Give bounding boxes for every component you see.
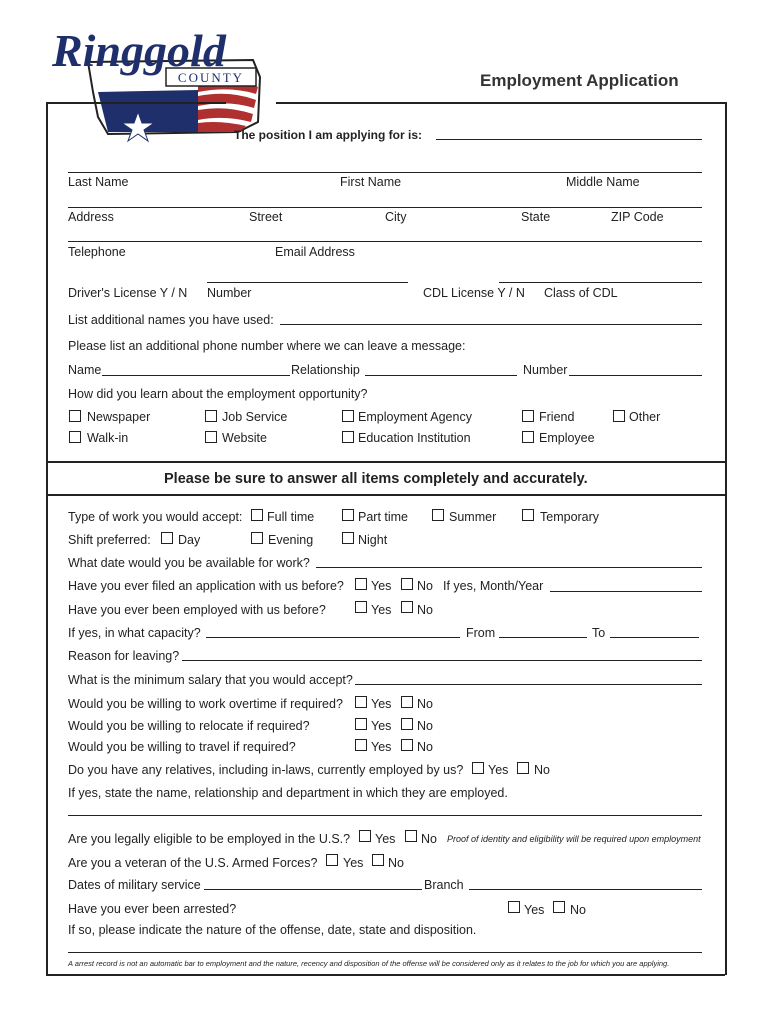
filed-yes-label: Yes: [371, 579, 392, 593]
evening-checkbox[interactable]: [251, 532, 263, 544]
license-number-field[interactable]: [207, 282, 408, 283]
travel-no-checkbox[interactable]: [401, 739, 413, 751]
other-label: Other: [629, 410, 661, 424]
walk-in-label: Walk-in: [87, 431, 129, 445]
eligible-no-label: No: [421, 832, 437, 846]
overtime-no-checkbox[interactable]: [401, 696, 413, 708]
night-label: Night: [358, 533, 388, 547]
alt-name-label: Name: [68, 363, 102, 377]
military-dates-label: Dates of military service: [68, 878, 201, 892]
arrested-label: Have you ever been arrested?: [68, 902, 237, 916]
part-time-label: Part time: [358, 510, 409, 524]
relatives-label: Do you have any relatives, including in-laws, currently employed by us?: [68, 763, 464, 777]
alt-name-field[interactable]: [102, 375, 290, 376]
middle-name-label: Middle Name: [566, 175, 640, 189]
part-time-checkbox[interactable]: [342, 509, 354, 521]
veteran-yes-checkbox[interactable]: [326, 854, 338, 866]
newspaper-checkbox[interactable]: [69, 410, 81, 422]
state-label: State: [521, 210, 551, 224]
relatives-details-field[interactable]: [68, 815, 702, 816]
employed-yes-label: Yes: [371, 603, 392, 617]
employed-yes-checkbox[interactable]: [355, 601, 367, 613]
job-service-label: Job Service: [222, 410, 288, 424]
branch-label: Branch: [424, 878, 464, 892]
day-checkbox[interactable]: [161, 532, 173, 544]
position-field[interactable]: [436, 139, 702, 140]
arrested-no-label: No: [570, 903, 586, 917]
alt-relationship-field[interactable]: [365, 375, 517, 376]
relocate-no-checkbox[interactable]: [401, 718, 413, 730]
veteran-no-checkbox[interactable]: [372, 854, 384, 866]
logo-name-text: Ringgold: [52, 25, 226, 76]
employment-agency-checkbox[interactable]: [342, 410, 354, 422]
arrest-details-field[interactable]: [68, 952, 702, 953]
education-institution-label: Education Institution: [358, 431, 471, 445]
alt-relationship-label: Relationship: [291, 363, 360, 377]
overtime-yes-label: Yes: [371, 697, 392, 711]
email-label: Email Address: [275, 245, 355, 259]
walk-in-checkbox[interactable]: [69, 431, 81, 443]
website-label: Website: [222, 431, 267, 445]
name-line[interactable]: [68, 172, 702, 173]
relatives-no-label: No: [534, 763, 550, 777]
cdl-class-field[interactable]: [499, 282, 702, 283]
relocate-label: Would you be willing to relocate if required?: [68, 719, 310, 733]
overtime-yes-checkbox[interactable]: [355, 696, 367, 708]
filed-no-checkbox[interactable]: [401, 578, 413, 590]
employed-no-label: No: [417, 603, 433, 617]
address-line[interactable]: [68, 207, 702, 208]
logo-county-text: COUNTY: [177, 70, 245, 85]
summer-checkbox[interactable]: [432, 509, 444, 521]
job-service-checkbox[interactable]: [205, 410, 217, 422]
eligible-yes-label: Yes: [375, 832, 396, 846]
travel-no-label: No: [417, 740, 433, 754]
learn-question: How did you learn about the employment opportunity?: [68, 387, 368, 401]
relocate-yes-label: Yes: [371, 719, 392, 733]
arrested-followup-label: If so, please indicate the nature of the offense, date, state and disposition.: [68, 923, 477, 937]
employed-no-checkbox[interactable]: [401, 601, 413, 613]
contact-line[interactable]: [68, 241, 702, 242]
full-time-checkbox[interactable]: [251, 509, 263, 521]
reason-leaving-label: Reason for leaving?: [68, 649, 180, 663]
arrest-footnote: A arrest record is not an automatic bar to employment and the nature, recency and disposition of the offense will be considered only as it relates to the job for which you are applying.: [68, 959, 670, 968]
arrested-yes-checkbox[interactable]: [508, 901, 520, 913]
relatives-followup-label: If yes, state the name, relationship and department in which they are employed.: [68, 786, 508, 800]
eligible-no-checkbox[interactable]: [405, 830, 417, 842]
website-checkbox[interactable]: [205, 431, 217, 443]
alt-number-field[interactable]: [569, 375, 702, 376]
overtime-no-label: No: [417, 697, 433, 711]
friend-label: Friend: [539, 410, 575, 424]
street-label: Street: [249, 210, 283, 224]
available-date-field[interactable]: [316, 567, 702, 568]
veteran-label: Are you a veteran of the U.S. Armed Forces?: [68, 856, 318, 870]
travel-label: Would you be willing to travel if required?: [68, 740, 296, 754]
last-name-label: Last Name: [68, 175, 129, 189]
capacity-field[interactable]: [206, 637, 460, 638]
from-field[interactable]: [499, 637, 587, 638]
filed-followup-label: If yes, Month/Year: [443, 579, 544, 593]
eligible-label: Are you legally eligible to be employed in the U.S.?: [68, 832, 351, 846]
friend-checkbox[interactable]: [522, 410, 534, 422]
to-label: To: [592, 626, 606, 640]
full-time-label: Full time: [267, 510, 315, 524]
alt-number-label: Number: [523, 363, 568, 377]
city-label: City: [385, 210, 407, 224]
branch-field[interactable]: [469, 889, 702, 890]
relocate-yes-checkbox[interactable]: [355, 718, 367, 730]
address-label: Address: [68, 210, 114, 224]
overtime-label: Would you be willing to work overtime if required?: [68, 697, 343, 711]
relocate-no-label: No: [417, 719, 433, 733]
newspaper-label: Newspaper: [87, 410, 151, 424]
military-dates-field[interactable]: [204, 889, 422, 890]
arrested-yes-label: Yes: [524, 903, 545, 917]
filed-yes-checkbox[interactable]: [355, 578, 367, 590]
min-salary-field[interactable]: [355, 684, 702, 685]
cdl-license-label: CDL License Y / N: [423, 286, 525, 300]
page-title: Employment Application: [480, 71, 679, 90]
night-checkbox[interactable]: [342, 532, 354, 544]
employed-before-label: Have you ever been employed with us before?: [68, 603, 326, 617]
eligible-yes-checkbox[interactable]: [359, 830, 371, 842]
relatives-yes-checkbox[interactable]: [472, 762, 484, 774]
additional-names-label: List additional names you have used:: [68, 313, 274, 327]
eligibility-note: Proof of identity and eligibility will be required upon employment: [447, 834, 701, 844]
from-label: From: [466, 626, 496, 640]
travel-yes-checkbox[interactable]: [355, 739, 367, 751]
other-checkbox[interactable]: [613, 410, 625, 422]
to-field[interactable]: [610, 637, 699, 638]
day-label: Day: [178, 533, 201, 547]
employee-label: Employee: [539, 431, 595, 445]
employee-checkbox[interactable]: [522, 431, 534, 443]
cdl-class-label: Class of CDL: [544, 286, 618, 300]
shift-label: Shift preferred:: [68, 533, 151, 547]
filed-no-label: No: [417, 579, 433, 593]
evening-label: Evening: [268, 533, 314, 547]
capacity-label: If yes, in what capacity?: [68, 626, 201, 640]
first-name-label: First Name: [340, 175, 402, 189]
work-type-label: Type of work you would accept:: [68, 510, 243, 524]
employment-agency-label: Employment Agency: [358, 410, 472, 424]
education-institution-checkbox[interactable]: [342, 431, 354, 443]
reason-leaving-field[interactable]: [182, 660, 702, 661]
filed-month-year-field[interactable]: [550, 591, 702, 592]
telephone-label: Telephone: [68, 245, 126, 259]
license-number-label: Number: [207, 286, 252, 300]
frame-bottom-rule: [46, 974, 725, 976]
drivers-license-label: Driver's License Y / N: [68, 286, 188, 300]
additional-names-field[interactable]: [280, 324, 702, 325]
arrested-no-checkbox[interactable]: [553, 901, 565, 913]
travel-yes-label: Yes: [371, 740, 392, 754]
alt-phone-label: Please list an additional phone number where we can leave a message:: [68, 339, 466, 353]
instructions-banner: Please be sure to answer all items completely and accurately.: [164, 471, 588, 487]
temporary-checkbox[interactable]: [522, 509, 534, 521]
relatives-yes-label: Yes: [488, 763, 509, 777]
zip-label: ZIP Code: [611, 210, 664, 224]
summer-label: Summer: [449, 510, 497, 524]
veteran-yes-label: Yes: [343, 856, 364, 870]
veteran-no-label: No: [388, 856, 404, 870]
temporary-label: Temporary: [540, 510, 600, 524]
position-label: The position I am applying for is:: [234, 128, 423, 142]
relatives-no-checkbox[interactable]: [517, 762, 529, 774]
available-date-label: What date would you be available for work?: [68, 556, 310, 570]
min-salary-label: What is the minimum salary that you would accept?: [68, 673, 353, 687]
filed-before-label: Have you ever filed an application with us before?: [68, 579, 344, 593]
